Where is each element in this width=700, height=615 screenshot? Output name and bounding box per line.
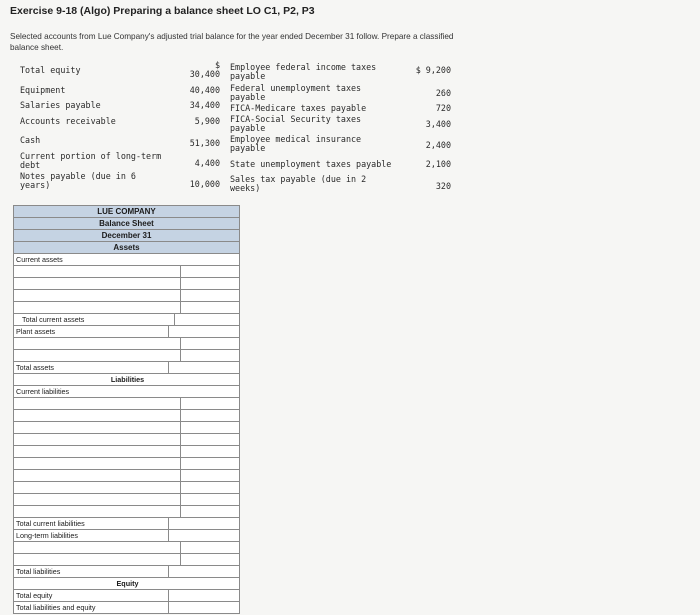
left-amount-4: 51,300	[189, 138, 220, 148]
bs-input-row[interactable]	[14, 302, 239, 314]
bs-total-liabilities-equity-row[interactable]	[14, 602, 239, 613]
right-account-6: Sales tax payable (due in 2 weeks)	[230, 174, 367, 193]
bs-input-row[interactable]	[14, 506, 239, 518]
right-amount-3: 3,400	[425, 119, 451, 129]
bs-total-current-liabilities-label: Total current liabilities	[14, 518, 169, 529]
bs-equity-header-row	[14, 578, 239, 590]
left-account-3: Accounts receivable	[20, 116, 116, 126]
bs-input-row[interactable]	[14, 434, 239, 446]
bs-input-row[interactable]	[14, 554, 239, 566]
bs-total-current-liabilities-row[interactable]	[14, 518, 239, 530]
right-amount-6: 320	[435, 181, 451, 191]
bs-input-row[interactable]	[14, 350, 239, 362]
balance-sheet-form	[13, 205, 240, 614]
bs-input-row[interactable]	[14, 398, 239, 410]
bs-total-liabilities-equity-label: Total liabilities and equity	[14, 602, 169, 613]
bs-total-assets-row[interactable]	[14, 362, 239, 374]
bs-assets-header: Assets	[14, 242, 239, 254]
exercise-title: Exercise 9-18 (Algo) Preparing a balance sheet LO C1, P2, P3	[10, 5, 315, 17]
bs-total-liabilities-row[interactable]	[14, 566, 239, 578]
right-amount-5: 2,100	[425, 159, 451, 169]
right-account-5: State unemployment taxes payable	[230, 159, 392, 169]
bs-equity-header: Equity	[116, 579, 139, 588]
left-account-1: Equipment	[20, 85, 66, 95]
bs-plant-assets-label: Plant assets	[14, 326, 169, 337]
left-account-0: Total equity	[20, 65, 81, 75]
right-amount-1: 260	[435, 88, 451, 98]
left-amount-1: 40,400	[189, 85, 220, 95]
bs-total-equity-row[interactable]	[14, 590, 239, 602]
bs-long-term-liabilities-row[interactable]	[14, 530, 239, 542]
right-account-1: Federal unemployment taxes payable	[230, 83, 362, 102]
bs-input-row[interactable]	[14, 278, 239, 290]
bs-current-liabilities-row	[14, 386, 239, 398]
bs-liabilities-header-row	[14, 374, 239, 386]
left-account-5: Current portion of long-term debt	[20, 151, 162, 170]
bs-total-assets-label: Total assets	[14, 362, 169, 373]
bs-long-term-liabilities-label: Long-term liabilities	[14, 530, 169, 541]
bs-input-row[interactable]	[14, 494, 239, 506]
right-amount-0: $ 9,200	[415, 65, 451, 75]
bs-input-row[interactable]	[14, 482, 239, 494]
left-account-6: Notes payable (due in 6 years)	[20, 171, 136, 190]
right-account-4: Employee medical insurance payable	[230, 134, 362, 153]
bs-total-equity-label: Total equity	[14, 590, 169, 601]
left-amount-0: $ 30,400	[189, 60, 220, 79]
bs-date: December 31	[14, 230, 239, 242]
bs-input-row[interactable]	[14, 422, 239, 434]
right-account-3: FICA-Social Security taxes payable	[230, 114, 362, 133]
right-account-0: Employee federal income taxes payable	[230, 62, 377, 81]
bs-company-name: LUE COMPANY	[14, 206, 239, 218]
left-amount-6: 10,000	[189, 179, 220, 189]
intro-text: Selected accounts from Lue Company's adjusted trial balance for the year ended December 31 follow. Prepare a classified balance sheet.	[10, 32, 454, 52]
bs-input-row[interactable]	[14, 266, 239, 278]
bs-input-row[interactable]	[14, 470, 239, 482]
left-account-2: Salaries payable	[20, 100, 101, 110]
bs-input-row[interactable]	[14, 542, 239, 554]
bs-input-row[interactable]	[14, 338, 239, 350]
bs-total-liabilities-label: Total liabilities	[14, 566, 169, 577]
left-account-4: Cash	[20, 135, 41, 145]
bs-input-row[interactable]	[14, 446, 239, 458]
left-amount-3: 5,900	[194, 116, 220, 126]
bs-liabilities-header: Liabilities	[110, 375, 145, 384]
left-amount-2: 34,400	[189, 100, 220, 110]
bs-current-assets-row	[14, 254, 239, 266]
bs-current-liabilities-label: Current liabilities	[16, 387, 70, 396]
bs-total-current-assets-label: Total current assets	[14, 314, 175, 325]
right-amount-2: 720	[435, 103, 451, 113]
right-account-2: FICA-Medicare taxes payable	[230, 103, 367, 113]
bs-input-row[interactable]	[14, 290, 239, 302]
left-amount-5: 4,400	[194, 158, 220, 168]
bs-total-current-assets-row[interactable]	[14, 314, 239, 326]
bs-plant-assets-row[interactable]	[14, 326, 239, 338]
bs-input-row[interactable]	[14, 458, 239, 470]
bs-input-row[interactable]	[14, 410, 239, 422]
bs-statement-title: Balance Sheet	[14, 218, 239, 230]
bs-current-assets-label: Current assets	[16, 255, 63, 264]
right-amount-4: 2,400	[425, 140, 451, 150]
